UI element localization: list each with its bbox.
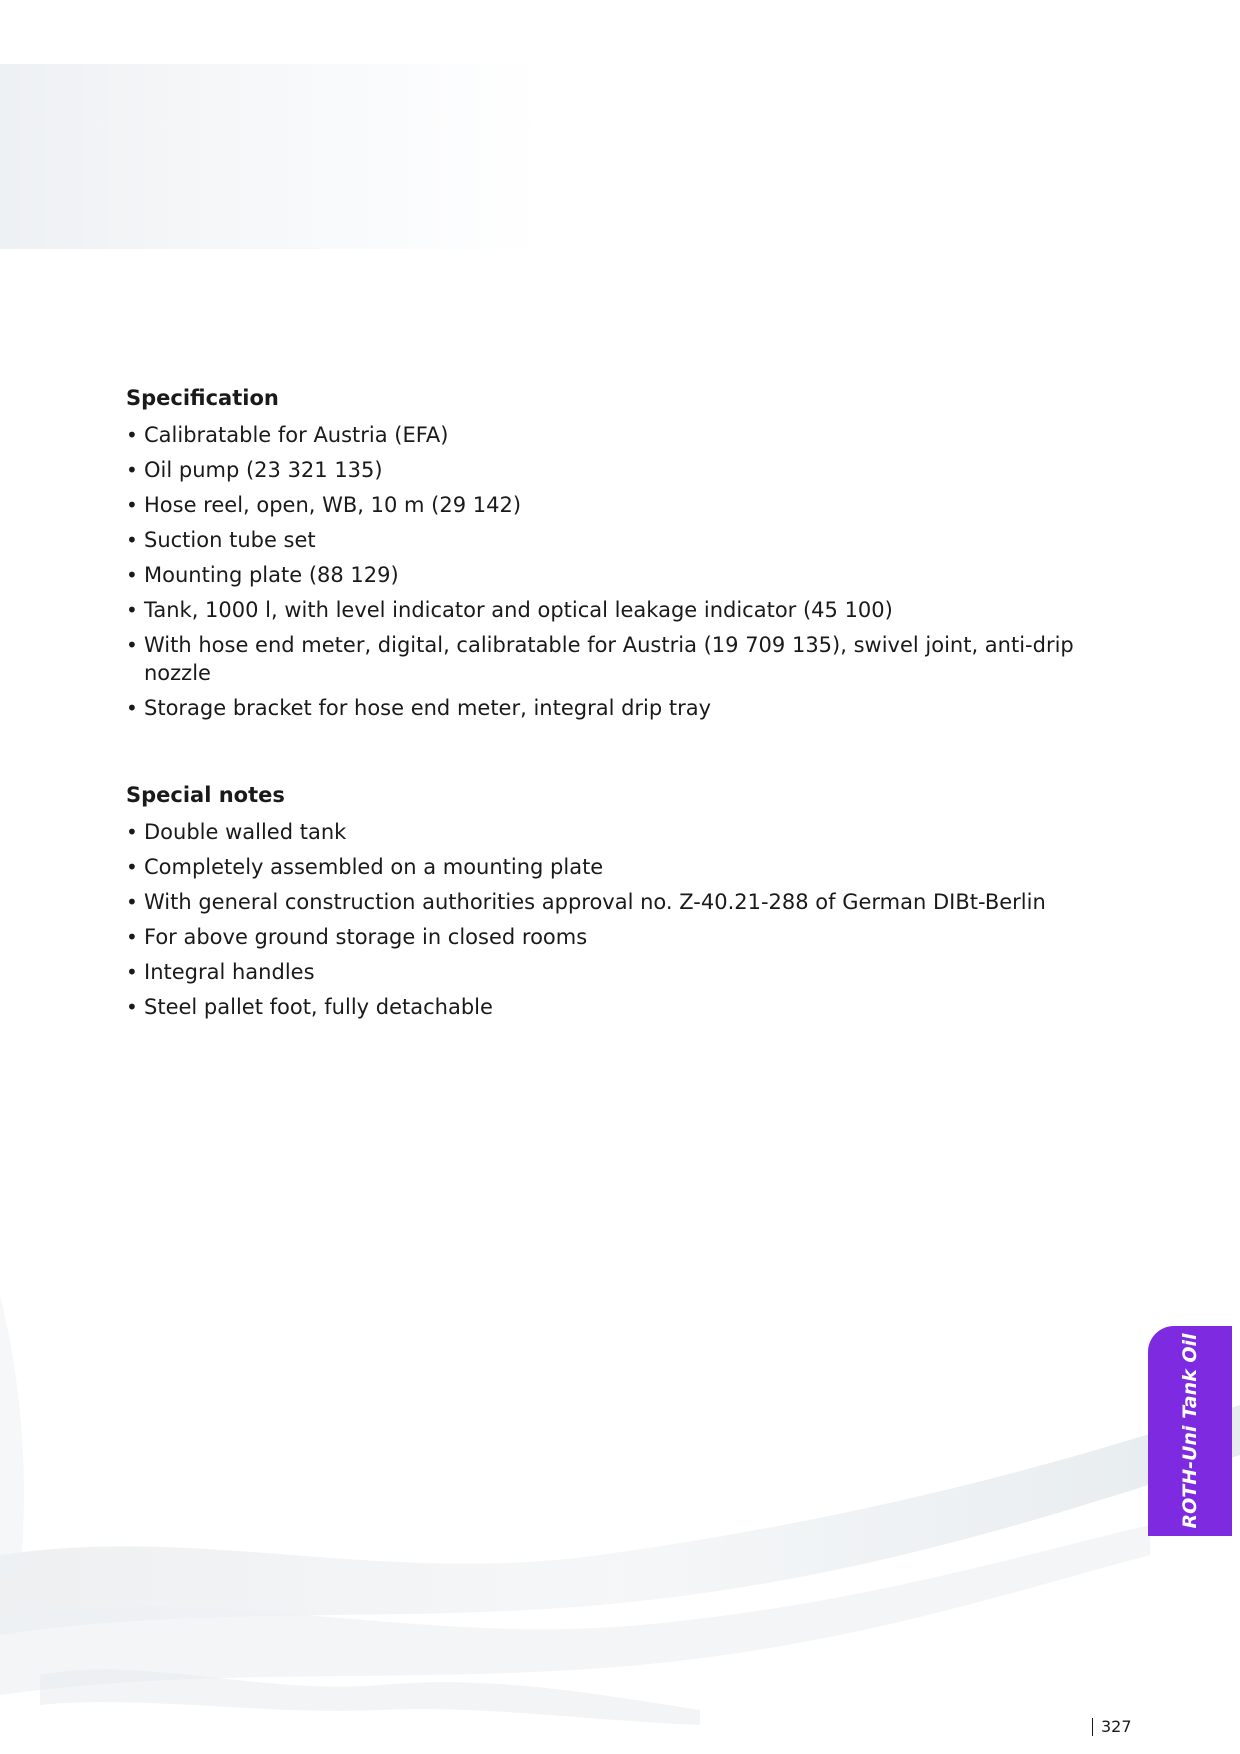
specification-item: • Suction tube set (126, 526, 1086, 554)
product-category-label: ROTH-Uni Tank Oil (1179, 1333, 1201, 1529)
specification-item: • Tank, 1000 l, with level indicator and optical leakage indicator (45 100) (126, 596, 1086, 624)
special-notes-item: • Steel pallet foot, fully detachable (126, 993, 1086, 1021)
specification-item: • Hose reel, open, WB, 10 m (29 142) (126, 491, 1086, 519)
specification-section (126, 384, 1086, 729)
special-notes-item: • For above ground storage in closed rooms (126, 923, 1086, 951)
special-notes-section (126, 781, 1086, 1028)
special-notes-item: • Completely assembled on a mounting plate (126, 853, 1086, 881)
specification-item: • Storage bracket for hose end meter, integral drip tray (126, 694, 1086, 722)
special-notes-item: • Double walled tank (126, 818, 1086, 846)
specification-list (126, 421, 1086, 722)
specification-heading: Specification (126, 386, 279, 410)
water-splash-background (0, 1255, 1240, 1735)
header-background-fade (0, 64, 545, 249)
special-notes-item: • With general construction authorities approval no. Z-40.21-288 of German DIBt-Berlin (126, 888, 1086, 916)
specification-item: • Calibratable for Austria (EFA) (126, 421, 1086, 449)
specification-item: • Oil pump (23 321 135) (126, 456, 1086, 484)
page-number: 327 (1092, 1718, 1132, 1736)
specification-item: • With hose end meter, digital, calibratable for Austria (19 709 135), swivel joint, anti-drip nozzle (126, 631, 1086, 687)
specification-item: • Mounting plate (88 129) (126, 561, 1086, 589)
special-notes-heading: Special notes (126, 783, 285, 807)
product-category-tab (1148, 1326, 1232, 1536)
special-notes-item: • Integral handles (126, 958, 1086, 986)
special-notes-list (126, 818, 1086, 1021)
